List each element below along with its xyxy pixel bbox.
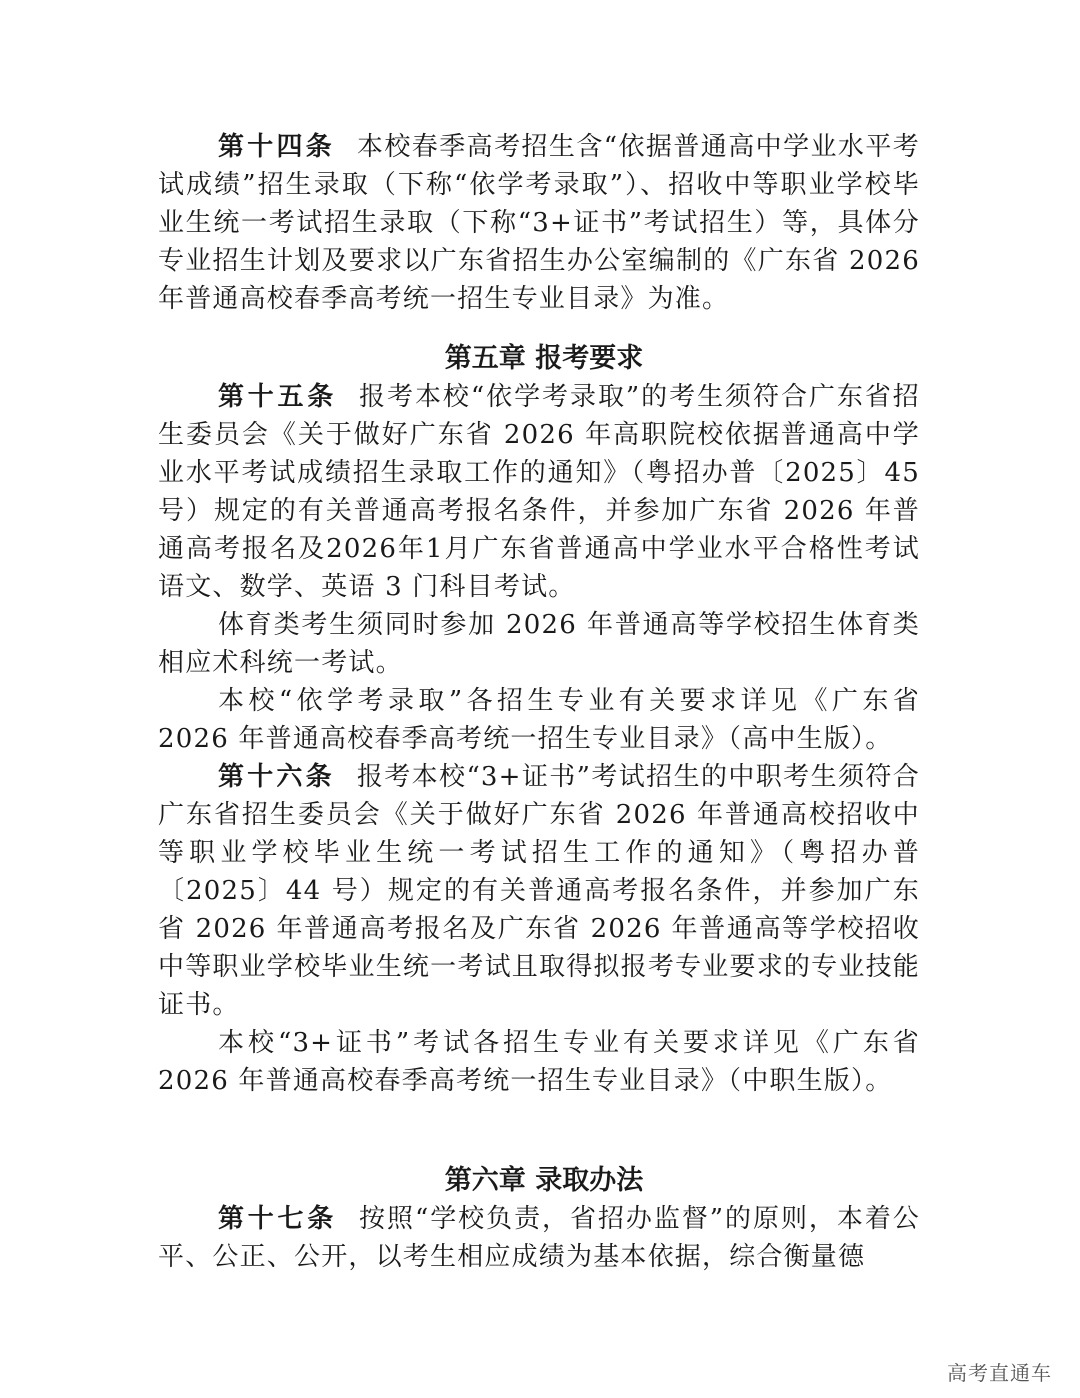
article-label: 第十四条: [218, 132, 335, 162]
chapter-heading: 第五章 报考要求: [444, 343, 644, 374]
chapter-heading: 第六章 录取办法: [444, 1165, 644, 1196]
article-17: [158, 1200, 920, 1276]
article-label: 第十五条: [218, 382, 338, 412]
watermark: 高考直通车: [947, 1361, 1052, 1385]
article-text: 报考本校“依学考录取”的考生须符合广东省招生委员会《关于做好广东省 2026 年高职院校依据普通高中学业水平考试成绩招生录取工作的通知》（粤招办普〔2025〕45号）规定的有关普通高考报名条件，并参加广东省 2026 年普通高考报名及2026年1月广东省普通高中学业水平合格性考试语文、数学、英语 3 门科目考试。: [158, 382, 920, 602]
paragraph: 体育类考生须同时参加 2026 年普通高等学校招生体育类相应术科统一考试。: [158, 610, 920, 678]
article-label: 第十六条: [218, 762, 335, 792]
article-15: [158, 378, 920, 606]
paragraph: 本校“3+证书”考试各招生专业有关要求详见《广东省 2026 年普通高校春季高考统一招生专业目录》（中职生版）。: [158, 1028, 920, 1096]
article-label: 第十七条: [218, 1204, 338, 1234]
article-16: [158, 758, 920, 1024]
article-text: 报考本校“3+证书”考试招生的中职考生须符合广东省招生委员会《关于做好广东省 2026 年普通高校招收中等职业学校毕业生统一考试招生工作的通知》（粤招办普〔2025〕44 号）规定的有关普通高考报名条件，并参加广东省 2026 年普通高考报名及广东省 2026 年普通高等学校招收中等职业学校毕业生统一考试且取得拟报考专业要求的专业技能证书。: [158, 762, 920, 1020]
document-page: [158, 128, 920, 1276]
article-14: [158, 128, 920, 318]
paragraph: 本校“依学考录取”各招生专业有关要求详见《广东省 2026 年普通高校春季高考统一招生专业目录》（高中生版）。: [158, 686, 920, 754]
article-text: 本校春季高考招生含“依据普通高中学业水平考试成绩”招生录取（下称“依学考录取”）、招收中等职业学校毕业生统一考试招生录取（下称“3+证书”考试招生）等，具体分专业招生计划及要求以广东省招生办公室编制的《广东省 2026 年普通高校春季高考统一招生专业目录》为准。: [158, 132, 920, 314]
article-text: 按照“学校负责，省招办监督”的原则，本着公平、公正、公开，以考生相应成绩为基本依据，综合衡量德: [158, 1204, 920, 1272]
